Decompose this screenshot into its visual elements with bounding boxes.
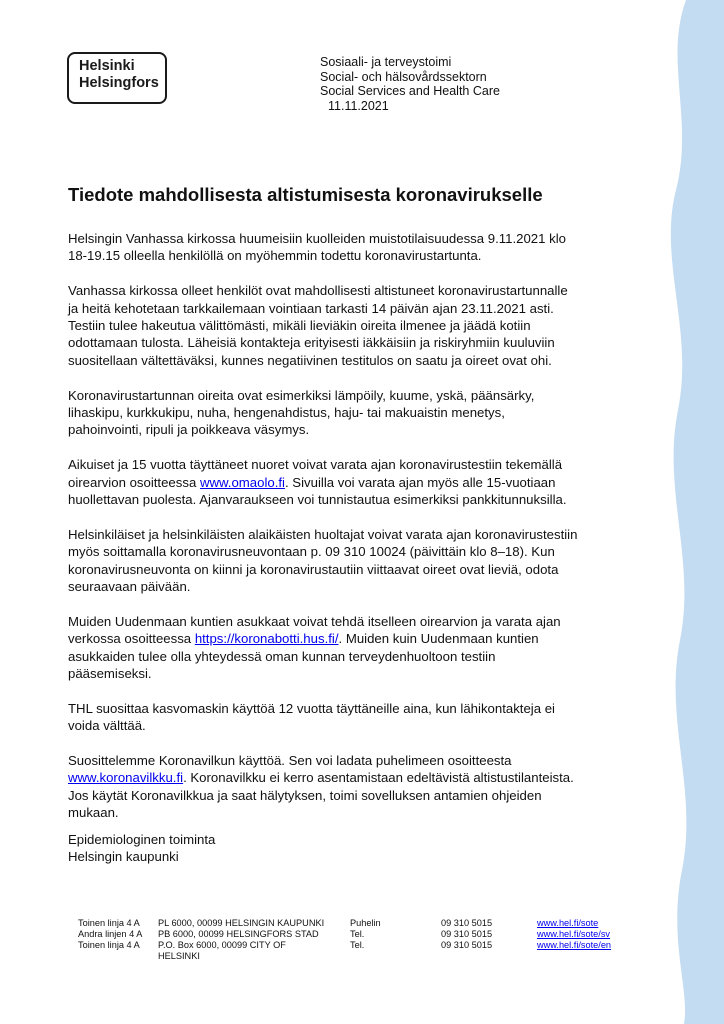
text-line: ja heitä kehotetaan tarkkailemaan vointiaan tarkasti 14 päivän ajan 23.11.2021 asti.	[68, 300, 554, 316]
text-segment: . Sivuilla voi varata ajan myös alle 15-vuotiaan	[284, 474, 556, 490]
text-line: THL suosittaa kasvomaskin käyttöä 12 vuotta täyttäneille aina, kun lähikontakteja ei	[68, 700, 555, 716]
text-segment: verkossa osoitteessa	[68, 631, 195, 647]
text-line: myös soittamalla koronavirusneuvontaan p. 09 310 10024 (päivittäin klo 8–18). Kun	[68, 544, 555, 560]
text-line: Muiden Uudenmaan kuntien asukkaat voivat tehdä itselleen oirearvion ja varata ajan	[68, 613, 561, 629]
koronabotti-link[interactable]: https://koronabotti.hus.fi/	[194, 631, 339, 647]
footer-street: Andra linjen 4 A	[78, 929, 143, 939]
text-segment: oirearvion osoitteessa	[68, 474, 200, 490]
paragraph-instructions	[68, 282, 638, 369]
footer-postal-address: PB 6000, 00099 HELSINGFORS STAD	[158, 929, 319, 939]
signature-organization: Helsingin kaupunki	[68, 849, 179, 865]
document-date: 11.11.2021	[328, 98, 389, 113]
text-line: Helsingin Vanhassa kirkossa huumeisiin kuolleiden muistotilaisuudessa 9.11.2021 klo	[68, 231, 566, 246]
text-line	[68, 630, 638, 647]
footer-web-link-fi[interactable]: www.hel.fi/sote	[537, 918, 599, 928]
footer-phone-label: Puhelin	[350, 918, 381, 928]
text-line: pahoinvointi, ripuli ja poikkeava väsymys.	[68, 422, 310, 438]
text-line: Testiin tulee hakeutua välittömästi, mikäli lieviäkin oireita ilmenee ja jäädä kotiin	[68, 318, 531, 334]
footer-phone: 09 310 5015	[441, 940, 493, 950]
text-line: asukkaiden tulee olla yhteydessä oman kunnan terveydenhuoltoon testiin	[68, 648, 496, 664]
helsinki-logo	[67, 52, 167, 104]
page-title: Tiedote mahdollisesta altistumisesta koronavirukselle	[68, 184, 543, 205]
logo-line-1: Helsinki	[79, 58, 135, 74]
signature-unit: Epidemiologinen toiminta	[68, 832, 216, 847]
paragraph-exposure-event	[68, 230, 638, 265]
text-line: Aikuiset ja 15 vuotta täyttäneet nuoret voivat varata ajan koronavirustestiin tekemällä	[68, 457, 563, 473]
footer-web-link-sv[interactable]: www.hel.fi/sote/sv	[537, 929, 611, 939]
text-line: pääsemiseksi.	[68, 666, 152, 682]
footer-phone-label: Tel.	[350, 929, 365, 939]
text-line: huollettavan puolesta. Ajanvaraukseen voi tunnistautua esimerkiksi pankkitunnuksilla.	[68, 492, 567, 508]
paragraph-symptoms	[68, 387, 638, 439]
decorative-wave-border	[624, 0, 724, 1024]
footer-postal-address: HELSINKI	[158, 951, 200, 961]
text-line: Koronavirustartunnan oireita ovat esimerkiksi lämpöily, kuume, yskä, päänsärky,	[68, 387, 535, 403]
paragraph-uusimaa-residents	[68, 613, 638, 683]
text-line: koronavirusneuvonta on kiinni ja koronavirustautiin viittaavat oireet ovat lieviä, odota	[68, 561, 559, 577]
text-line: mukaan.	[68, 805, 119, 821]
text-segment: . Koronavilkku ei kerro asentamistaan edeltävistä altistustilanteista.	[183, 770, 574, 786]
text-line: 18-19.15 olleella henkilöllä on myöhemmin todettu koronavirustartunta.	[68, 248, 482, 264]
paragraph-mask-recommendation	[68, 700, 638, 735]
department-sv: Social- och hälsovårdssektorn	[320, 69, 487, 84]
text-line: seuraavaan päivään.	[68, 579, 191, 595]
signature-block	[68, 831, 215, 866]
paragraph-helsinki-residents	[68, 526, 638, 596]
footer-street: Toinen linja 4 A	[78, 940, 140, 950]
paragraph-adult-testing	[68, 456, 638, 508]
omaolo-link[interactable]: www.omaolo.fi	[199, 474, 285, 490]
text-line: odottamaan tulosta. Läheisiä kontakteja erityisesti iäkkäisiin ja riskiryhmiin kuuluviin	[68, 335, 555, 351]
text-line: Vanhassa kirkossa olleet henkilöt ovat mahdollisesti altistuneet koronavirustartunnalle	[68, 283, 568, 299]
text-line: Helsinkiläiset ja helsinkiläisten alaikäisten huoltajat voivat varata ajan koronavirustestiin	[68, 526, 578, 542]
text-line: suositellaan vältettäväksi, kunnes negatiivinen testitulos on saatu ja oireet ovat ohi.	[68, 352, 552, 368]
footer-postal-address: PL 6000, 00099 HELSINGIN KAUPUNKI	[158, 918, 325, 928]
department-en: Social Services and Health Care	[320, 84, 500, 98]
footer-phone: 09 310 5015	[441, 929, 493, 939]
koronavilkku-link[interactable]: www.koronavilkku.fi	[68, 770, 184, 786]
document-body	[68, 230, 638, 839]
logo-line-2: Helsingfors	[79, 75, 159, 91]
text-line: lihaskipu, kurkkukipu, nuha, hengenahdistus, haju- tai makuaistin menetys,	[68, 405, 505, 421]
text-line: Suosittelemme Koronavilkun käyttöä. Sen voi ladata puhelimeen osoitteesta	[68, 753, 512, 769]
department-header	[320, 55, 500, 113]
text-segment: . Muiden kuin Uudenmaan kuntien	[338, 631, 539, 647]
text-line	[68, 769, 638, 786]
footer-street: Toinen linja 4 A	[78, 918, 140, 928]
footer-phone: 09 310 5015	[441, 918, 493, 928]
paragraph-koronavilkku	[68, 752, 638, 822]
text-line: voida välttää.	[68, 718, 146, 734]
text-line: Jos käytät Koronavilkkua ja saat hälytyksen, toimi sovelluksen antamien ohjeiden	[68, 787, 542, 803]
text-line	[68, 474, 638, 491]
department-fi: Sosiaali- ja terveystoimi	[320, 55, 452, 69]
footer-phone-label: Tel.	[350, 940, 365, 950]
footer-postal-address: P.O. Box 6000, 00099 CITY OF	[158, 940, 286, 950]
footer-web-link-en[interactable]: www.hel.fi/sote/en	[537, 940, 612, 950]
